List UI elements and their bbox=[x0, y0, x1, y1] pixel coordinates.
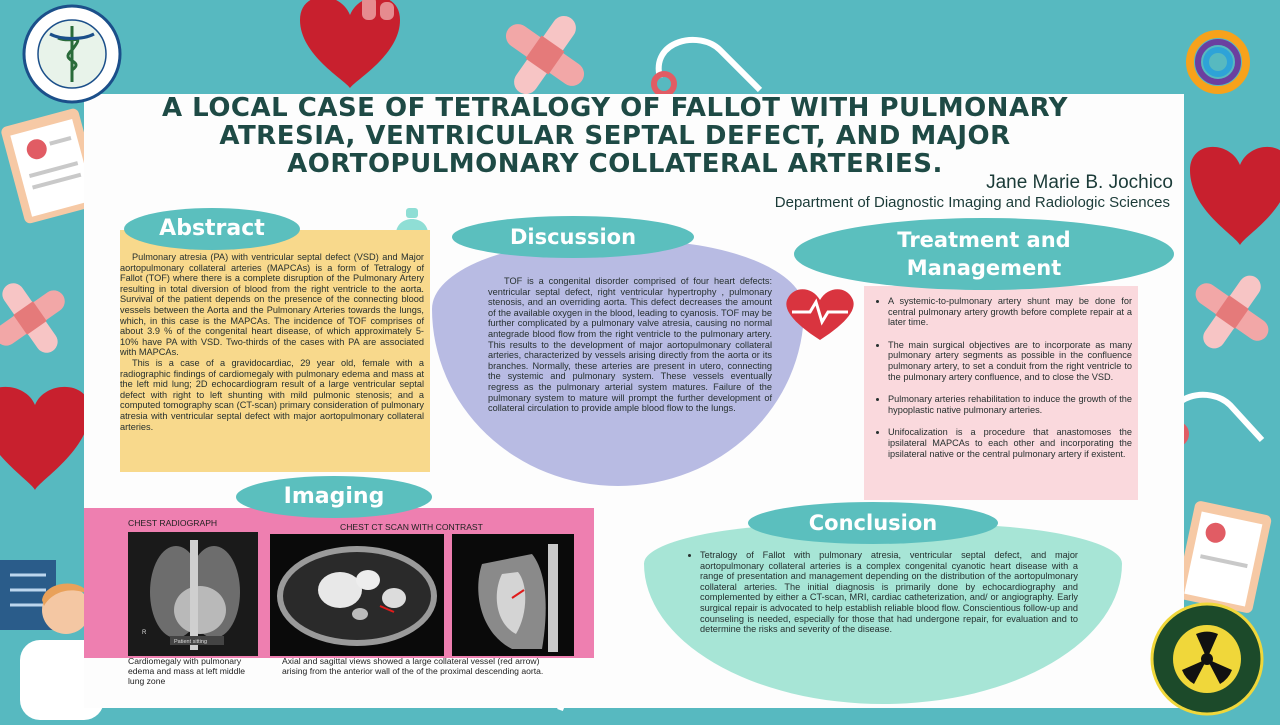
ct-axial-image bbox=[270, 534, 444, 656]
bandage-icon-right bbox=[1174, 254, 1280, 371]
hospital-seal bbox=[6, 4, 138, 104]
ct-axial-svg bbox=[270, 534, 444, 656]
treatment-list bbox=[874, 296, 1132, 471]
imaging-heading bbox=[236, 476, 432, 518]
dept-seal-icon bbox=[1138, 602, 1276, 716]
stethoscope-icon bbox=[654, 40, 760, 94]
research-committee-icon bbox=[1168, 8, 1278, 108]
abstract-text bbox=[120, 252, 424, 432]
abstract-paragraph-1: Pulmonary atresia (PA) with ventricular septal defect (VSD) and Major aortopulmonary collateral arteries (MAPCAs) is a form of Tetralogy of Fallot (TOF) where there is a complete disruption of the Pulmonary Artery resulting in total diversion of blood from the right ventricle to the aorta. Survival of the patient depends on the presence of the connecting blood vessels between the Aorta and the Pulmonary Arteries towards the lungs, which, in this case is the MAPCAs. The incidence of TOF comprises of about 3.9 % of the congenital heart disease, of which approximately 5-10% have PA with VSD. Two-thirds of the cases with PA are associated with MAPCAs. bbox=[120, 252, 424, 358]
xray-marker: R bbox=[142, 630, 147, 636]
conclusion-item: • Tetralogy of Fallot with pulmonary atresia, ventricular septal defect, and major aortopulmonary collateral arteries is a complex congenital cyanotic heart disease with a range of presentation and management depending on the distribution of the aortopulmonary collateral arteries. The initial diagnosis is primarily done by echocardiography and complemented by either a CT-scan, MRI, cardiac catheterization, and/ or angiography. Early surgical repair is advocated to help establish reliable blood flow. Conscientious follow-up and counseling is needed, especially for those that had undergone repair, for evaluation and to determine the risks and severity of the disease. bbox=[700, 550, 1078, 635]
conclusion-text bbox=[686, 550, 1078, 635]
discussion-heading-text: Discussion bbox=[509, 225, 637, 249]
abstract-heading-text: Abstract bbox=[159, 216, 265, 241]
department-name: Department of Diagnostic Imaging and Radiologic Sciences bbox=[774, 194, 1170, 211]
ct-caption: Axial and sagittal views showed a large collateral vessel (red arrow) arising from the anterior wall of the of the proximal descending aorta. bbox=[282, 656, 544, 676]
ct-sagittal-svg bbox=[452, 534, 574, 656]
research-committee-logo bbox=[1168, 8, 1278, 108]
treatment-item: • Unifocalization is a procedure that anastomoses the ipsilateral MAPCAs to each other and incorporating the ipsilateral native or the central pulmonary artery if existent. bbox=[888, 427, 1132, 459]
heart-icon-right bbox=[1190, 147, 1280, 245]
hospital-seal-icon bbox=[6, 4, 138, 104]
treatment-item: • Pulmonary arteries rehabilitation to induce the growth of the hypoplastic native pulmonary arteries. bbox=[888, 394, 1132, 415]
radiograph-caption: Cardiomegaly with pulmonary edema and mass at left middle lung zone bbox=[128, 656, 246, 686]
author-name: Jane Marie B. Jochico bbox=[986, 172, 1173, 193]
heartbeat-icon bbox=[782, 286, 858, 342]
treatment-items bbox=[874, 296, 1132, 459]
treatment-heading-line2: Management bbox=[906, 256, 1062, 280]
ct-sagittal-image bbox=[452, 534, 574, 656]
discussion-heading bbox=[452, 216, 694, 258]
treatment-heading-line1: Treatment and bbox=[897, 228, 1071, 252]
discussion-text: TOF is a congenital disorder comprised of four heart defects: ventricular septal defect, right ventricular hypertrophy , pulmonary stenosis, and an overriding aorta. This defect decreases the amount of the available oxygen in the blood, leading to cyanosis. TOF may be further complicated by a pulmonary valve atresia, causing no normal antegrade blood flow from the right ventricle to the pulmonary artery. This results to the development of major aortopulmonary collateral arteries, characterized by vessels arising directly from the aorta or its branches. Normally, these arteries are present in utero, connecting the systemic and pulmonary system. These vessels eventually regress as the pulmonary arterial system matures. Failure of the pulmonary system to mature will prompt the further development of collateral circulation to provide ample blood flow to the lungs. bbox=[488, 276, 772, 414]
conclusion-heading-text: Conclusion bbox=[808, 511, 938, 535]
treatment-item: • A systemic-to-pulmonary artery shunt may be done for central pulmonary artery growth before complete repair at a later time. bbox=[888, 296, 1132, 328]
clipboard-icon-right bbox=[1175, 500, 1272, 614]
chest-radiograph-svg bbox=[128, 532, 258, 656]
radiograph-label: CHEST RADIOGRAPH bbox=[128, 518, 218, 528]
ct-label: CHEST CT SCAN WITH CONTRAST bbox=[340, 522, 483, 532]
treatment-item: • The main surgical objectives are to incorporate as many pulmonary artery segments as possible in the confluence pulmonary artery, to set a conduit from the right ventricle to the pulmonary artery confluence, and to close the VSD. bbox=[888, 340, 1132, 382]
heart-icon-left bbox=[0, 387, 90, 490]
imaging-heading-text: Imaging bbox=[283, 484, 385, 509]
poster-title: A LOCAL CASE OF TETRALOGY OF FALLOT WITH PULMONARY ATRESIA, VENTRICULAR SEPTAL DEFECT, AND MAJOR AORTOPULMONARY COLLATERAL ARTERIES. bbox=[162, 93, 1068, 179]
conclusion-heading bbox=[748, 502, 998, 544]
bandage-icon-left bbox=[0, 262, 86, 373]
abstract-paragraph-2: This is a case of a gravidocardiac, 29 year old, female with a radiographic findings of cardiomegaly with pulmonary edema and mass at the left mid lung; 2D echocardiogram result of a large ventricular septal defect with right to left shunting with mild pulmonic stenosis; and a computed tomography scan (CT-scan) primary consideration of pulmonary atresia with ventricular septal defect with major aortopulmonary collateral arteries. bbox=[120, 357, 424, 432]
heart-icon bbox=[300, 0, 400, 88]
dept-seal bbox=[1138, 602, 1276, 716]
chest-radiograph-image bbox=[128, 532, 258, 656]
abstract-heading bbox=[124, 208, 300, 250]
treatment-heading bbox=[794, 218, 1174, 290]
conclusion-list bbox=[686, 550, 1078, 635]
xray-note: Patient sitting bbox=[174, 639, 208, 645]
